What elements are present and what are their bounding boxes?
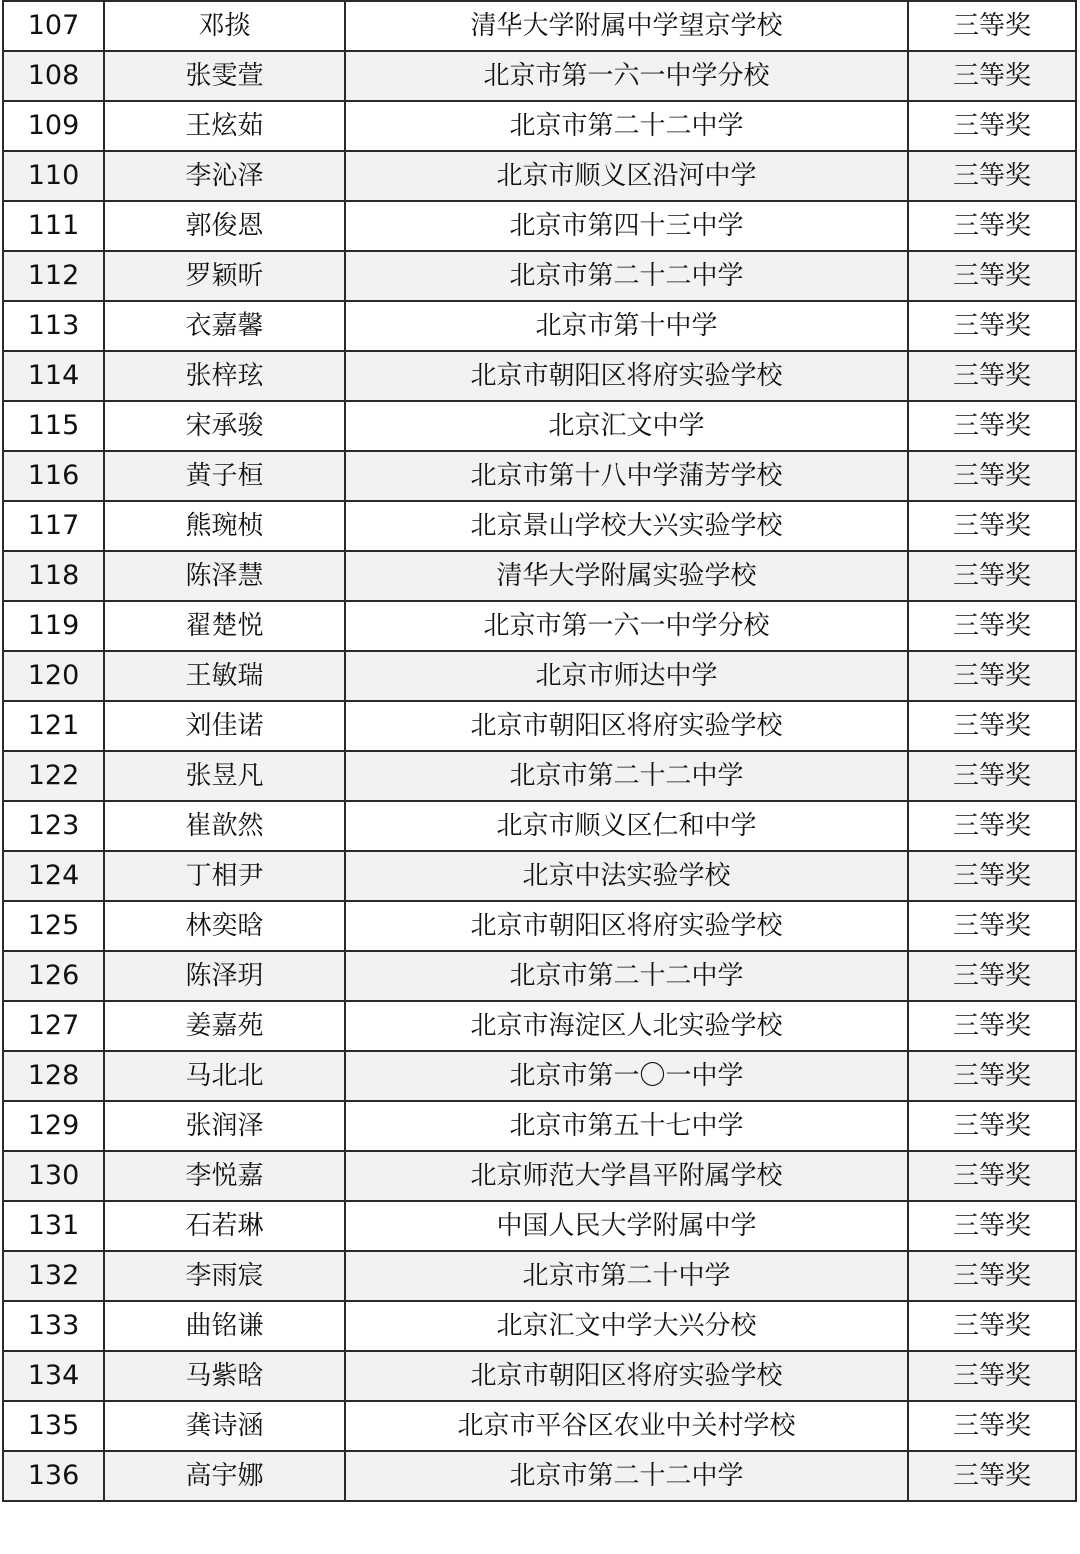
table-row bbox=[3, 1401, 1076, 1451]
row-number-cell: 134 bbox=[3, 1351, 104, 1401]
table-row bbox=[3, 551, 1076, 601]
award-level-cell: 三等奖 bbox=[908, 901, 1076, 951]
row-number-cell: 112 bbox=[3, 251, 104, 301]
award-level-cell: 三等奖 bbox=[908, 1301, 1076, 1351]
award-level-cell: 三等奖 bbox=[908, 201, 1076, 251]
school-name-cell: 北京汇文中学大兴分校 bbox=[345, 1301, 908, 1351]
award-level-cell: 三等奖 bbox=[908, 951, 1076, 1001]
award-level-cell: 三等奖 bbox=[908, 1251, 1076, 1301]
student-name-cell: 高宇娜 bbox=[104, 1451, 345, 1501]
student-name-cell: 李悦嘉 bbox=[104, 1151, 345, 1201]
school-name-cell: 北京市顺义区沿河中学 bbox=[345, 151, 908, 201]
award-level-cell: 三等奖 bbox=[908, 401, 1076, 451]
row-number-cell: 119 bbox=[3, 601, 104, 651]
student-name-cell: 石若琳 bbox=[104, 1201, 345, 1251]
row-number-cell: 113 bbox=[3, 301, 104, 351]
school-name-cell: 北京市第一六一中学分校 bbox=[345, 601, 908, 651]
table-row bbox=[3, 151, 1076, 201]
student-name-cell: 黄子桓 bbox=[104, 451, 345, 501]
award-level-cell: 三等奖 bbox=[908, 1051, 1076, 1101]
award-list-table bbox=[2, 0, 1077, 1502]
row-number-cell: 107 bbox=[3, 1, 104, 51]
student-name-cell: 李雨宸 bbox=[104, 1251, 345, 1301]
school-name-cell: 北京市朝阳区将府实验学校 bbox=[345, 901, 908, 951]
student-name-cell: 曲铭谦 bbox=[104, 1301, 345, 1351]
table-row bbox=[3, 501, 1076, 551]
award-level-cell: 三等奖 bbox=[908, 701, 1076, 751]
table-row bbox=[3, 1351, 1076, 1401]
table-row bbox=[3, 851, 1076, 901]
award-level-cell: 三等奖 bbox=[908, 751, 1076, 801]
award-level-cell: 三等奖 bbox=[908, 51, 1076, 101]
school-name-cell: 北京景山学校大兴实验学校 bbox=[345, 501, 908, 551]
student-name-cell: 翟楚悦 bbox=[104, 601, 345, 651]
award-level-cell: 三等奖 bbox=[908, 551, 1076, 601]
award-level-cell: 三等奖 bbox=[908, 451, 1076, 501]
student-name-cell: 罗颖昕 bbox=[104, 251, 345, 301]
row-number-cell: 114 bbox=[3, 351, 104, 401]
school-name-cell: 北京市第十中学 bbox=[345, 301, 908, 351]
school-name-cell: 清华大学附属中学望京学校 bbox=[345, 1, 908, 51]
student-name-cell: 姜嘉苑 bbox=[104, 1001, 345, 1051]
award-level-cell: 三等奖 bbox=[908, 1101, 1076, 1151]
student-name-cell: 王炫茹 bbox=[104, 101, 345, 151]
student-name-cell: 宋承骏 bbox=[104, 401, 345, 451]
school-name-cell: 中国人民大学附属中学 bbox=[345, 1201, 908, 1251]
row-number-cell: 120 bbox=[3, 651, 104, 701]
school-name-cell: 北京汇文中学 bbox=[345, 401, 908, 451]
table-row bbox=[3, 1251, 1076, 1301]
school-name-cell: 北京市第五十七中学 bbox=[345, 1101, 908, 1151]
student-name-cell: 张梓玹 bbox=[104, 351, 345, 401]
row-number-cell: 116 bbox=[3, 451, 104, 501]
table-row bbox=[3, 901, 1076, 951]
student-name-cell: 陈泽慧 bbox=[104, 551, 345, 601]
table-row bbox=[3, 401, 1076, 451]
table-row bbox=[3, 1101, 1076, 1151]
school-name-cell: 北京市朝阳区将府实验学校 bbox=[345, 351, 908, 401]
table-row bbox=[3, 451, 1076, 501]
award-level-cell: 三等奖 bbox=[908, 1151, 1076, 1201]
table-row bbox=[3, 651, 1076, 701]
row-number-cell: 121 bbox=[3, 701, 104, 751]
student-name-cell: 张昱凡 bbox=[104, 751, 345, 801]
row-number-cell: 108 bbox=[3, 51, 104, 101]
table-row bbox=[3, 801, 1076, 851]
school-name-cell: 北京市第二十中学 bbox=[345, 1251, 908, 1301]
school-name-cell: 北京市第一〇一中学 bbox=[345, 1051, 908, 1101]
row-number-cell: 136 bbox=[3, 1451, 104, 1501]
award-level-cell: 三等奖 bbox=[908, 351, 1076, 401]
award-level-cell: 三等奖 bbox=[908, 1451, 1076, 1501]
school-name-cell: 北京市顺义区仁和中学 bbox=[345, 801, 908, 851]
table-row bbox=[3, 301, 1076, 351]
student-name-cell: 郭俊恩 bbox=[104, 201, 345, 251]
student-name-cell: 衣嘉馨 bbox=[104, 301, 345, 351]
row-number-cell: 125 bbox=[3, 901, 104, 951]
student-name-cell: 崔歆然 bbox=[104, 801, 345, 851]
school-name-cell: 北京市第二十二中学 bbox=[345, 101, 908, 151]
table-row bbox=[3, 1001, 1076, 1051]
school-name-cell: 北京市第二十二中学 bbox=[345, 1451, 908, 1501]
student-name-cell: 邓掞 bbox=[104, 1, 345, 51]
school-name-cell: 北京市朝阳区将府实验学校 bbox=[345, 701, 908, 751]
award-level-cell: 三等奖 bbox=[908, 251, 1076, 301]
table-row bbox=[3, 101, 1076, 151]
row-number-cell: 127 bbox=[3, 1001, 104, 1051]
school-name-cell: 北京师范大学昌平附属学校 bbox=[345, 1151, 908, 1201]
student-name-cell: 张雯萱 bbox=[104, 51, 345, 101]
student-name-cell: 王敏瑞 bbox=[104, 651, 345, 701]
student-name-cell: 李沁泽 bbox=[104, 151, 345, 201]
school-name-cell: 北京市第十八中学蒲芳学校 bbox=[345, 451, 908, 501]
school-name-cell: 北京中法实验学校 bbox=[345, 851, 908, 901]
row-number-cell: 135 bbox=[3, 1401, 104, 1451]
table-row bbox=[3, 701, 1076, 751]
student-name-cell: 马紫晗 bbox=[104, 1351, 345, 1401]
table-row bbox=[3, 751, 1076, 801]
row-number-cell: 118 bbox=[3, 551, 104, 601]
table-row bbox=[3, 1051, 1076, 1101]
table-row bbox=[3, 1151, 1076, 1201]
row-number-cell: 117 bbox=[3, 501, 104, 551]
row-number-cell: 122 bbox=[3, 751, 104, 801]
student-name-cell: 马北北 bbox=[104, 1051, 345, 1101]
award-level-cell: 三等奖 bbox=[908, 601, 1076, 651]
table-row bbox=[3, 201, 1076, 251]
row-number-cell: 123 bbox=[3, 801, 104, 851]
table-row bbox=[3, 351, 1076, 401]
table-row bbox=[3, 601, 1076, 651]
student-name-cell: 龚诗涵 bbox=[104, 1401, 345, 1451]
row-number-cell: 110 bbox=[3, 151, 104, 201]
school-name-cell: 北京市朝阳区将府实验学校 bbox=[345, 1351, 908, 1401]
school-name-cell: 北京市第一六一中学分校 bbox=[345, 51, 908, 101]
award-level-cell: 三等奖 bbox=[908, 101, 1076, 151]
row-number-cell: 132 bbox=[3, 1251, 104, 1301]
award-level-cell: 三等奖 bbox=[908, 801, 1076, 851]
table-row bbox=[3, 251, 1076, 301]
award-level-cell: 三等奖 bbox=[908, 851, 1076, 901]
school-name-cell: 北京市平谷区农业中关村学校 bbox=[345, 1401, 908, 1451]
award-level-cell: 三等奖 bbox=[908, 1401, 1076, 1451]
school-name-cell: 北京市第二十二中学 bbox=[345, 751, 908, 801]
school-name-cell: 清华大学附属实验学校 bbox=[345, 551, 908, 601]
award-level-cell: 三等奖 bbox=[908, 501, 1076, 551]
row-number-cell: 131 bbox=[3, 1201, 104, 1251]
row-number-cell: 124 bbox=[3, 851, 104, 901]
award-list-table-wrapper bbox=[2, 0, 1075, 1502]
row-number-cell: 126 bbox=[3, 951, 104, 1001]
award-level-cell: 三等奖 bbox=[908, 1, 1076, 51]
table-row bbox=[3, 1, 1076, 51]
school-name-cell: 北京市第二十二中学 bbox=[345, 251, 908, 301]
table-row bbox=[3, 1301, 1076, 1351]
school-name-cell: 北京市第四十三中学 bbox=[345, 201, 908, 251]
row-number-cell: 111 bbox=[3, 201, 104, 251]
award-level-cell: 三等奖 bbox=[908, 1351, 1076, 1401]
student-name-cell: 林奕晗 bbox=[104, 901, 345, 951]
row-number-cell: 129 bbox=[3, 1101, 104, 1151]
row-number-cell: 128 bbox=[3, 1051, 104, 1101]
table-row bbox=[3, 1451, 1076, 1501]
student-name-cell: 陈泽玥 bbox=[104, 951, 345, 1001]
student-name-cell: 张润泽 bbox=[104, 1101, 345, 1151]
award-level-cell: 三等奖 bbox=[908, 1001, 1076, 1051]
table-row bbox=[3, 951, 1076, 1001]
table-row bbox=[3, 51, 1076, 101]
table-body bbox=[3, 1, 1076, 1501]
row-number-cell: 133 bbox=[3, 1301, 104, 1351]
row-number-cell: 130 bbox=[3, 1151, 104, 1201]
row-number-cell: 115 bbox=[3, 401, 104, 451]
school-name-cell: 北京市第二十二中学 bbox=[345, 951, 908, 1001]
student-name-cell: 熊琬桢 bbox=[104, 501, 345, 551]
award-level-cell: 三等奖 bbox=[908, 151, 1076, 201]
student-name-cell: 丁相尹 bbox=[104, 851, 345, 901]
award-level-cell: 三等奖 bbox=[908, 301, 1076, 351]
award-level-cell: 三等奖 bbox=[908, 651, 1076, 701]
student-name-cell: 刘佳诺 bbox=[104, 701, 345, 751]
table-row bbox=[3, 1201, 1076, 1251]
row-number-cell: 109 bbox=[3, 101, 104, 151]
school-name-cell: 北京市师达中学 bbox=[345, 651, 908, 701]
school-name-cell: 北京市海淀区人北实验学校 bbox=[345, 1001, 908, 1051]
award-level-cell: 三等奖 bbox=[908, 1201, 1076, 1251]
